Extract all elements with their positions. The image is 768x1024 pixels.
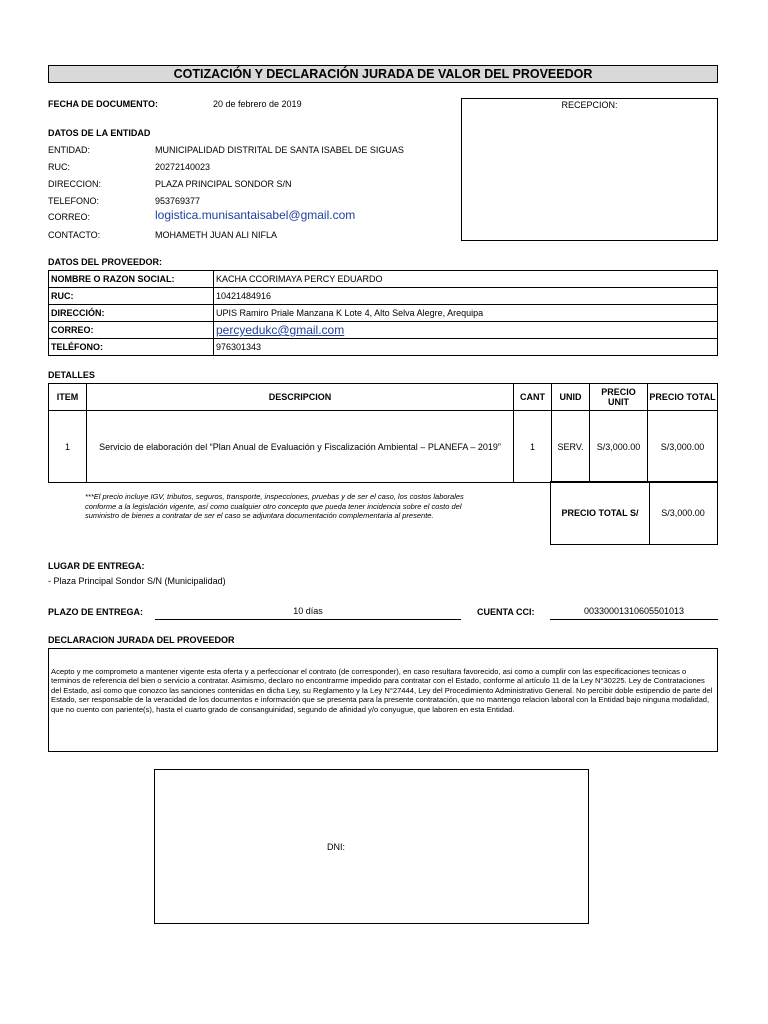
proveedor-section-label: DATOS DEL PROVEEDOR: xyxy=(48,257,163,267)
contacto-label: CONTACTO: xyxy=(48,230,101,240)
direccion-label: DIRECCIÓN: xyxy=(49,305,214,322)
col-cant: CANT xyxy=(514,384,552,411)
firma-box xyxy=(154,769,589,924)
direccion-value: PLAZA PRINCIPAL SONDOR S/N xyxy=(155,179,292,189)
entidad-value: MUNICIPALIDAD DISTRITAL DE SANTA ISABEL DE SIGUAS xyxy=(155,145,404,155)
table-row xyxy=(49,322,718,339)
table-row xyxy=(49,305,718,322)
table-row xyxy=(49,339,718,356)
cci-label: CUENTA CCI: xyxy=(477,607,535,617)
correo-label: CORREO: xyxy=(48,212,91,222)
detalles-table xyxy=(48,383,718,483)
proveedor-table xyxy=(48,270,718,356)
row-precio-unit: S/3,000.00 xyxy=(590,411,648,483)
total-value: S/3,000.00 xyxy=(661,508,705,518)
row-descripcion: Servicio de elaboración del “Plan Anual de Evaluación y Fiscalización Ambiental – PLANEFA – 2019” xyxy=(87,411,514,483)
plazo-label: PLAZO DE ENTREGA: xyxy=(48,607,144,617)
lugar-value: - Plaza Principal Sondor S/N (Municipalidad) xyxy=(48,576,226,586)
declaracion-box xyxy=(48,648,718,752)
telefono-value: 976301343 xyxy=(214,339,718,356)
col-precio-total: PRECIO TOTAL xyxy=(648,384,718,411)
entidad-section-label: DATOS DE LA ENTIDAD xyxy=(48,128,151,138)
contacto-value: MOHAMETH JUAN ALI NIFLA xyxy=(155,230,278,240)
col-descripcion: DESCRIPCION xyxy=(87,384,514,411)
table-header xyxy=(49,384,718,411)
direccion-label: DIRECCION: xyxy=(48,179,102,189)
table-row xyxy=(49,288,718,305)
row-cant: 1 xyxy=(514,411,552,483)
lugar-label: LUGAR DE ENTREGA: xyxy=(48,561,145,571)
nombre-label: NOMBRE O RAZON SOCIAL: xyxy=(49,271,214,288)
nombre-value: KACHA CCORIMAYA PERCY EDUARDO xyxy=(214,271,718,288)
precio-note: ***El precio incluye IGV, tributos, seguros, transporte, inspecciones, pruebas y de ser el caso, los costos laborales conforme a la legislación vigente, así como cualquier otro concepto que pueda tener incidencia sobre el costo del suministro de bienes a contratar de ser el caso se adjuntara documentación complementaria al presente. xyxy=(85,492,464,520)
total-label: PRECIO TOTAL S/ xyxy=(561,508,639,518)
declaracion-label: DECLARACION JURADA DEL PROVEEDOR xyxy=(48,635,235,645)
direccion-value: UPIS Ramiro Priale Manzana K Lote 4, Alto Selva Alegre, Arequipa xyxy=(214,305,718,322)
ruc-value: 20272140023 xyxy=(155,162,211,172)
cci-value: 00330001310605501013 xyxy=(550,606,718,620)
telefono-value: 953769377 xyxy=(155,196,201,206)
plazo-value: 10 días xyxy=(155,606,461,620)
total-box xyxy=(550,481,718,545)
declaracion-text: Acepto y me comprometo a mantener vigente esta oferta y a perfeccionar el contrato (de corresponder), en caso resultara favorecido, asi como a cumplir con las especificaciones tecnicas o terminos de referencia del bien o servicio a contratar. Asimismo, declaro no encontrarme impedido para contratar con el Estado, conforme al artículo 11 de la Ley N°30225. Ley de Contrataciones del Estado, así como que conozco las sanciones contenidas en dicha Ley, su Reglamento y la Ley N°27444, Ley del Procedimiento Administrativo General. No percibir doble estipendio de parte del Estado, ser responsable de la veracidad de los documentos e información que se presenta para la presente contratación, que no mantengo relacion laboral con la Entidad bajo ninguna modalidad, que no cuento con pariente(s), hasta el cuarto grado de consanguinidad, segundo de afinidad y/o conyugue, que laboren en esta Entidad. xyxy=(51,667,713,714)
dni-label: DNI: xyxy=(327,842,345,852)
detalles-section-label: DETALLES xyxy=(48,370,95,380)
correo-link[interactable]: logistica.munisantaisabel@gmail.com xyxy=(155,208,356,222)
correo-link[interactable]: percyedukc@gmail.com xyxy=(216,323,345,337)
ruc-label: RUC: xyxy=(48,162,70,172)
ruc-value: 10421484916 xyxy=(214,288,718,305)
fecha-label: FECHA DE DOCUMENTO: xyxy=(48,99,158,109)
telefono-label: TELÉFONO: xyxy=(49,339,214,356)
fecha-value: 20 de febrero de 2019 xyxy=(213,99,302,109)
row-precio-total: S/3,000.00 xyxy=(648,411,718,483)
document-title: COTIZACIÓN Y DECLARACIÓN JURADA DE VALOR DEL PROVEEDOR xyxy=(48,65,718,83)
recepcion-label: RECEPCION: xyxy=(561,100,618,110)
ruc-label: RUC: xyxy=(49,288,214,305)
correo-value xyxy=(214,322,718,339)
correo-label: CORREO: xyxy=(49,322,214,339)
col-unid: UNID xyxy=(552,384,590,411)
row-unid: SERV. xyxy=(552,411,590,483)
table-row xyxy=(49,411,718,483)
recepcion-box xyxy=(461,98,718,241)
col-item: ITEM xyxy=(49,384,87,411)
telefono-label: TELEFONO: xyxy=(48,196,100,206)
table-row xyxy=(49,271,718,288)
entidad-label: ENTIDAD: xyxy=(48,145,91,155)
col-precio-unit: PRECIO UNIT xyxy=(590,384,648,411)
row-item: 1 xyxy=(49,411,87,483)
